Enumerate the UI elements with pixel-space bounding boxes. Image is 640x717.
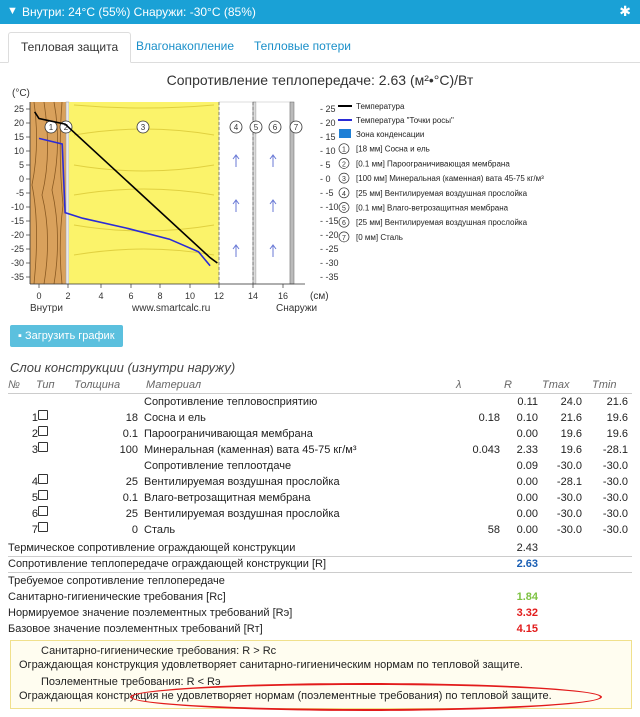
y-axis-left — [11, 102, 30, 284]
y-tick-right: - -5 — [320, 188, 334, 198]
summary-base — [8, 621, 632, 637]
y-tick-left: -35 — [10, 272, 24, 282]
tab-bar — [0, 32, 640, 63]
cell-material: Сосна и ель — [144, 412, 206, 424]
y-tick-left: -15 — [10, 216, 24, 226]
summary-thermal-label: Термическое сопротивление ограждающей конструкции — [8, 542, 296, 554]
cell-material: Вентилируемая воздушная прослойка — [144, 476, 340, 488]
legend-label: Температура "Точки росы" — [356, 116, 454, 125]
summary-sanitary — [8, 589, 632, 605]
y-tick-right: - 15 — [320, 132, 336, 142]
legend-num: 6 — [342, 220, 346, 228]
cell-tmax: -30.0 — [556, 508, 582, 520]
tab-heat-losses[interactable]: Тепловые потери — [254, 39, 351, 53]
summary-transfer-value: 2.63 — [516, 558, 538, 570]
cell-no: 5 — [31, 492, 38, 504]
x-tick-label: 4 — [98, 291, 104, 301]
x-axis — [30, 284, 305, 301]
y-tick-left: -25 — [10, 244, 24, 254]
y-tick-left: 10 — [13, 146, 24, 156]
cell-material: Вентилируемая воздушная прослойка — [144, 508, 340, 520]
legend-label: [0.1 мм] Пароограничивающая мембрана — [356, 159, 510, 169]
summary-required — [8, 573, 632, 589]
y-tick-left: -10 — [10, 202, 24, 212]
summary-thermal — [8, 540, 632, 557]
cell-r: 0.00 — [516, 508, 538, 520]
legend-label: [100 мм] Минеральная (каменная) вата 45-75 кг/м³ — [356, 174, 544, 184]
cell-tmax: 19.6 — [560, 428, 582, 440]
legend-num: 1 — [342, 146, 346, 154]
y-tick-right: - 0 — [320, 174, 331, 184]
cell-no: 7 — [31, 524, 38, 536]
col-lambda: λ — [456, 379, 462, 391]
cell-tmin: -30.0 — [602, 508, 628, 520]
col-thickness: Толщина — [74, 379, 121, 391]
layer-marker-label: 4 — [233, 123, 239, 132]
cell-thickness: 0.1 — [122, 492, 138, 504]
cell-thickness: 18 — [125, 412, 138, 424]
tab-moisture-accumulation[interactable]: Влагонакопление — [136, 39, 235, 53]
legend-label: Зона конденсации — [356, 130, 425, 139]
summary-base-label: Базовое значение поэлементных требований [Rт] — [8, 623, 263, 635]
cell-material: Пароограничивающая мембрана — [144, 428, 313, 440]
summary-required-label: Требуемое сопротивление теплопередаче — [8, 575, 225, 587]
cell-thickness: 25 — [125, 508, 138, 520]
chevron-down-icon[interactable]: ▼ — [7, 5, 18, 17]
layer-marker-label: 6 — [272, 123, 278, 132]
x-tick-label: 6 — [128, 291, 134, 301]
cell-no: 2 — [31, 428, 38, 440]
legend-num: 2 — [342, 161, 346, 169]
cell-tmax: 24.0 — [560, 396, 582, 408]
table-row — [8, 394, 632, 410]
alert-message-sanitary: Ограждающая конструкция удовлетворяет санитарно-гигиеническим нормам по тепловой защите. — [19, 659, 523, 671]
table-row — [8, 458, 632, 474]
cell-tmin: -30.0 — [602, 524, 628, 536]
cell-tmin: -30.0 — [602, 460, 628, 472]
x-tick-label: 10 — [184, 291, 196, 301]
summary-normalized-value: 3.32 — [516, 607, 538, 619]
y-tick-left: 20 — [13, 118, 24, 128]
cell-no: 4 — [31, 476, 38, 488]
col-tmax: Tmax — [542, 379, 570, 391]
summary-sanitary-label: Санитарно-гигиенические требования [Rc] — [8, 591, 226, 603]
cell-tmax: -30.0 — [556, 492, 582, 504]
load-chart-button[interactable] — [10, 325, 123, 347]
y-tick-right: - -15 — [320, 216, 339, 226]
y-tick-left: -30 — [10, 258, 24, 268]
y-tick-right: - 25 — [320, 104, 336, 114]
cell-tmax: -30.0 — [556, 524, 582, 536]
layer-marker-label: 1 — [48, 123, 54, 132]
summary-thermal-value: 2.43 — [516, 542, 538, 554]
legend-label: Температура — [356, 102, 405, 111]
chart — [0, 85, 640, 320]
header-bar[interactable] — [0, 0, 640, 24]
cell-material: Сопротивление тепловосприятию — [144, 396, 318, 408]
cell-r: 0.11 — [517, 396, 538, 408]
load-chart-label: Загрузить график — [24, 330, 115, 342]
layers-table — [8, 377, 632, 538]
y-tick-right: - -10 — [320, 202, 339, 212]
cell-material: Влаго-ветрозащитная мембрана — [144, 492, 311, 504]
cell-r: 2.33 — [516, 444, 538, 456]
watermark: www.smartcalc.ru — [132, 303, 211, 314]
header-title: Внутри: 24°C (55%) Снаружи: -30°C (85%) — [22, 5, 256, 19]
legend-num: 3 — [342, 176, 346, 184]
cell-r: 0.00 — [516, 492, 538, 504]
cell-r: 0.00 — [516, 428, 538, 440]
y-tick-left: -20 — [10, 230, 24, 240]
table-body — [8, 394, 632, 538]
legend-label: [18 мм] Сосна и ель — [356, 144, 430, 154]
y-tick-right: - -35 — [320, 272, 339, 282]
col-no: № — [8, 379, 20, 391]
col-type: Тип — [36, 379, 55, 391]
summary-base-value: 4.15 — [516, 623, 538, 635]
y-tick-left: 25 — [13, 104, 24, 114]
y-tick-right: - 5 — [320, 160, 331, 170]
summary-normalized — [8, 605, 632, 621]
y-tick-right: - 10 — [320, 146, 336, 156]
x-tick-label: 2 — [65, 291, 71, 301]
summary-normalized-label: Нормируемое значение поэлементных требований [Rэ] — [8, 607, 293, 619]
legend-label: [0 мм] Сталь — [356, 232, 403, 242]
cell-tmin: 21.6 — [606, 396, 628, 408]
legend-box — [339, 129, 351, 138]
y-tick-left: 0 — [18, 174, 24, 184]
alert-condition-elementwise: Поэлементные требования: R < Rэ — [41, 676, 221, 688]
y-tick-right: - -25 — [320, 244, 339, 254]
y-tick-right: - -20 — [320, 230, 339, 240]
cell-no: 6 — [31, 508, 38, 520]
col-r: R — [504, 379, 512, 391]
cell-thickness: 25 — [125, 476, 138, 488]
legend-label: [0.1 мм] Влаго-ветрозащитная мембрана — [356, 203, 509, 213]
y-tick-right: - 20 — [320, 118, 336, 128]
y-tick-left: -5 — [15, 188, 24, 198]
x-tick-label: 8 — [157, 291, 163, 301]
table-row — [8, 410, 632, 426]
table-header — [8, 377, 632, 394]
cell-lambda: 0.18 — [478, 412, 500, 424]
cell-no: 1 — [31, 412, 38, 424]
cell-tmax: 21.6 — [560, 412, 582, 424]
x-tick-label: 14 — [247, 291, 259, 301]
legend-num: 4 — [342, 190, 346, 198]
floppy-icon: ▪ — [18, 330, 25, 342]
cell-material: Сопротивление теплоотдаче — [144, 460, 292, 472]
x-tick-label: 0 — [36, 291, 42, 301]
y-tick-right: - -30 — [320, 258, 339, 268]
cell-tmin: 19.6 — [606, 428, 628, 440]
table-row — [8, 522, 632, 538]
table-row — [8, 490, 632, 506]
layer-marker-label: 2 — [63, 123, 69, 132]
col-material: Материал — [146, 379, 202, 391]
cell-tmin: -30.0 — [602, 492, 628, 504]
legend-label: [25 мм] Вентилируемая воздушная прослойка — [356, 188, 528, 198]
legend-label: [25 мм] Вентилируемая воздушная прослойка — [356, 218, 528, 228]
cell-lambda: 0.043 — [472, 444, 500, 456]
x-label-inside: Внутри — [30, 303, 63, 314]
legend-num: 7 — [342, 234, 346, 242]
summary-transfer-label: Сопротивление теплопередаче ограждающей конструкции [R] — [8, 558, 327, 570]
cell-material: Сталь — [144, 524, 176, 536]
summary-sanitary-value: 1.84 — [516, 591, 538, 603]
table-row — [8, 506, 632, 522]
cell-material: Минеральная (каменная) вата 45-75 кг/м³ — [144, 444, 357, 456]
cell-r: 0.00 — [516, 524, 538, 536]
cell-r: 0.09 — [516, 460, 538, 472]
x-tick-label: 16 — [277, 291, 289, 301]
x-tick-label: 12 — [213, 291, 225, 301]
tab-thermal-protection[interactable]: Тепловая защита — [8, 32, 131, 63]
cell-tmax: -30.0 — [556, 460, 582, 472]
alert-condition-sanitary: Санитарно-гигиенические требования: R > Rc — [41, 645, 277, 657]
table-row — [8, 442, 632, 458]
chart-title: Сопротивление теплопередаче: 2.63 (м²•°C)/Вт — [166, 72, 474, 88]
cell-tmax: -28.1 — [556, 476, 582, 488]
y-axis-right — [320, 104, 339, 282]
alert-message-elementwise: Ограждающая конструкция не удовлетворяет нормам (поэлементные требования) по тепловой защите. — [19, 690, 552, 702]
table-row — [8, 474, 632, 490]
table-row — [8, 426, 632, 442]
layer-marker-label: 7 — [293, 123, 299, 132]
col-tmin: Tmin — [592, 379, 617, 391]
chart-legend — [338, 102, 544, 242]
cell-r: 0.00 — [516, 476, 538, 488]
x-unit-label: (см) — [310, 291, 329, 302]
layer-marker-label: 5 — [253, 123, 259, 132]
cell-tmax: 19.6 — [560, 444, 582, 456]
cell-lambda: 58 — [487, 524, 500, 536]
cell-no: 3 — [31, 444, 38, 456]
cell-thickness: 0 — [131, 524, 138, 536]
cell-tmin: -30.0 — [602, 476, 628, 488]
cell-thickness: 100 — [119, 444, 138, 456]
highlight-ellipse — [130, 683, 602, 711]
cell-r: 0.10 — [516, 412, 538, 424]
cell-tmin: -28.1 — [602, 444, 628, 456]
cell-thickness: 0.1 — [122, 428, 138, 440]
gear-icon[interactable]: ✱ — [619, 3, 631, 19]
y-tick-left: 5 — [18, 160, 24, 170]
legend-num: 5 — [342, 205, 346, 213]
cell-tmin: 19.6 — [606, 412, 628, 424]
x-label-outside: Снаружи — [276, 303, 318, 314]
layer-marker-label: 3 — [140, 123, 146, 132]
y-tick-left: 15 — [13, 132, 24, 142]
summary-transfer — [8, 556, 632, 573]
y-unit-label: (°C) — [12, 88, 30, 99]
section-title: Слои конструкции (изнутри наружу) — [10, 360, 236, 375]
